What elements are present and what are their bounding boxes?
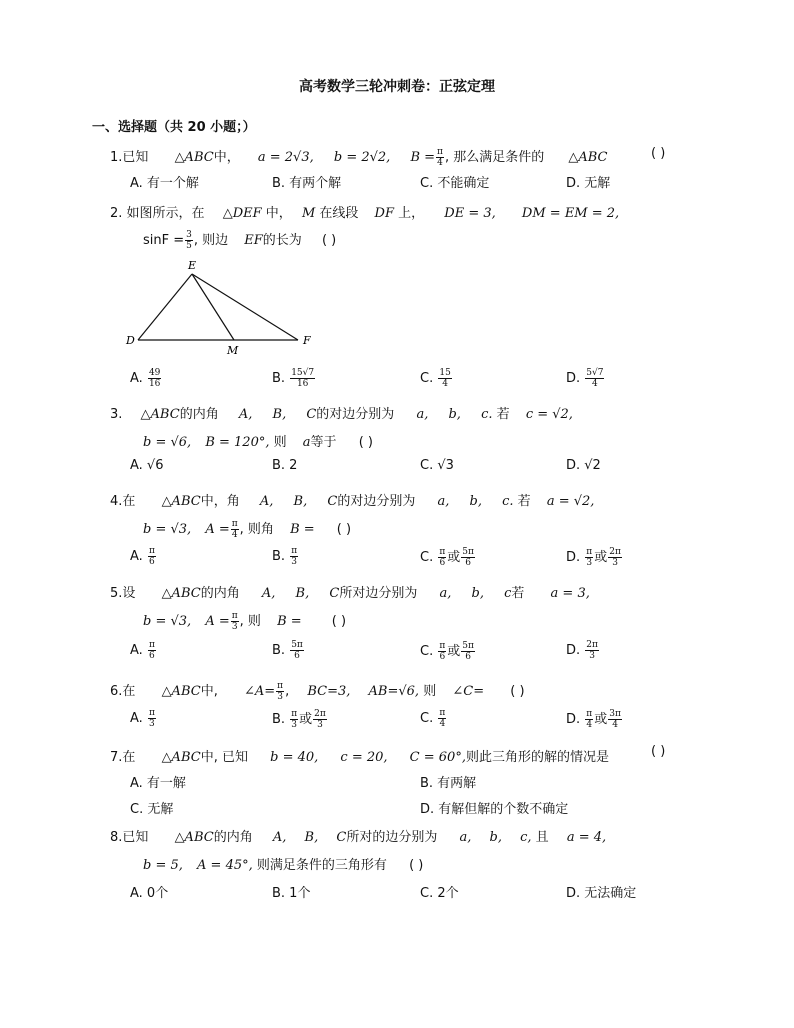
q2-option-b[interactable]: B. $\frac{15√7}{16}$ <box>272 368 315 389</box>
question-6: 6.在 △ABC中, ∠A= $\frac{\pi}{3}$ , BC=3, AB=√6, 则 ∠C= ( ) <box>110 681 525 702</box>
label-E: E <box>188 259 197 272</box>
q7-answer-paren[interactable]: ( ) <box>651 744 666 759</box>
q4-option-c[interactable]: C. $\frac{\pi}{6}$ 或 $\frac{5\pi}{6}$ <box>420 547 474 568</box>
q5-number: 5. <box>110 586 123 601</box>
q2-answer-paren[interactable]: ( ) <box>321 233 337 248</box>
q4-number: 4. <box>110 494 123 509</box>
question-8-cont: b = 5, A = 45°, 则满足条件的三角形有 ( ) <box>143 858 424 873</box>
section-heading: 一、选择题（共 20 小题；） <box>92 120 256 135</box>
q8-option-a[interactable]: A. 0个 <box>130 886 169 901</box>
q6-number: 6. <box>110 684 123 699</box>
q5-option-d[interactable]: D. $\frac{2\pi}{3}$ <box>566 640 598 661</box>
q3-number: 3. <box>110 407 123 422</box>
q1-option-c[interactable]: C. 不能确定 <box>420 176 490 191</box>
page-title: 高考数学三轮冲刺卷：正弦定理 <box>299 79 495 95</box>
q7-option-d[interactable]: D. 有解但解的个数不确定 <box>420 802 569 817</box>
question-2-cont: sinF = $\frac{3}{5}$ , 则边 EF的长为 ( ) <box>143 230 337 251</box>
label-M: M <box>227 344 239 357</box>
q7-number: 7. <box>110 750 123 765</box>
q7-option-c[interactable]: C. 无解 <box>130 802 174 817</box>
question-3: 3. △ABC的内角 A, B, C的对边分别为 a, b, c. 若 c = √2, <box>110 407 573 422</box>
q1-answer-paren[interactable]: ( ) <box>651 146 666 161</box>
q3-option-b[interactable]: B. 2 <box>272 458 298 473</box>
q1-option-d[interactable]: D. 无解 <box>566 176 611 191</box>
question-5: 5.设 △ABC的内角 A, B, C所对边分别为 a, b, c若 a = 3, <box>110 586 590 601</box>
q5-option-b[interactable]: B. $\frac{5\pi}{6}$ <box>272 640 303 661</box>
triangle-def-figure <box>120 258 320 360</box>
q4-option-a[interactable]: A. $\frac{\pi}{6}$ <box>130 546 155 567</box>
q2-option-c[interactable]: C. $\frac{15}{4}$ <box>420 368 451 389</box>
question-2: 2. 如图所示，在 △DEF 中， M 在线段 DF 上， DE = 3, DM = EM = 2, <box>110 206 620 221</box>
q8-option-d[interactable]: D. 无法确定 <box>566 886 637 901</box>
question-3-cont: b = √6, B = 120°, 则 a等于 ( ) <box>143 435 373 450</box>
q3-answer-paren[interactable]: ( ) <box>358 435 373 450</box>
question-5-cont: b = √3, A = $\frac{\pi}{3}$ , 则 B = ( ) <box>143 611 347 632</box>
q4-option-d[interactable]: D. $\frac{\pi}{3}$ 或 $\frac{2\pi}{3}$ <box>566 547 621 568</box>
q2-option-d[interactable]: D. $\frac{5√7}{4}$ <box>566 368 604 389</box>
q1-number: 1. <box>110 150 123 165</box>
q8-number: 8. <box>110 830 123 845</box>
q6-option-b[interactable]: B. $\frac{\pi}{3}$ 或 $\frac{2\pi}{3}$ <box>272 709 326 730</box>
q7-option-b[interactable]: B. 有两解 <box>420 776 477 791</box>
question-4-cont: b = √3, A = $\frac{\pi}{4}$ , 则角 B = ( ) <box>143 519 352 540</box>
q3-option-d[interactable]: D. √2 <box>566 458 601 473</box>
q4-answer-paren[interactable]: ( ) <box>336 522 352 537</box>
q8-answer-paren[interactable]: ( ) <box>409 858 424 873</box>
q3-option-c[interactable]: C. √3 <box>420 458 454 473</box>
q2-number: 2. <box>110 206 123 221</box>
q6-option-a[interactable]: A. $\frac{\pi}{3}$ <box>130 708 155 729</box>
q8-option-b[interactable]: B. 1个 <box>272 886 311 901</box>
q4-option-b[interactable]: B. $\frac{\pi}{3}$ <box>272 546 298 567</box>
q6-answer-paren[interactable]: ( ) <box>510 684 525 699</box>
q5-answer-paren[interactable]: ( ) <box>331 614 347 629</box>
question-4: 4.在 △ABC中，角 A, B, C的对边分别为 a, b, c. 若 a = √2, <box>110 494 595 509</box>
q6-option-d[interactable]: D. $\frac{\pi}{4}$ 或 $\frac{3\pi}{4}$ <box>566 709 621 730</box>
q5-option-c[interactable]: C. $\frac{\pi}{6}$ 或 $\frac{5\pi}{6}$ <box>420 641 474 662</box>
q5-option-a[interactable]: A. $\frac{\pi}{6}$ <box>130 640 155 661</box>
q3-option-a[interactable]: A. √6 <box>130 458 164 473</box>
question-8: 8.已知 △ABC的内角 A, B, C所对的边分别为 a, b, c, 且 a = 4, <box>110 830 607 845</box>
question-7: 7.在 △ABC中, 已知 b = 40, c = 20, C = 60°,则此三角形的解的情况是 <box>110 750 609 765</box>
label-D: D <box>126 334 135 347</box>
question-1: 1.已知 △ABC中， a = 2√3, b = 2√2, B = $\frac{\pi}{4}$ , 那么满足条件的 △ABC <box>110 147 608 168</box>
q1-option-b[interactable]: B. 有两个解 <box>272 176 342 191</box>
label-F: F <box>303 334 311 347</box>
q8-option-c[interactable]: C. 2个 <box>420 886 459 901</box>
q6-option-c[interactable]: C. $\frac{\pi}{4}$ <box>420 708 446 729</box>
q7-option-a[interactable]: A. 有一解 <box>130 776 186 791</box>
q2-option-a[interactable]: A. $\frac{49}{16}$ <box>130 368 161 389</box>
q1-option-a[interactable]: A. 有一个解 <box>130 176 199 191</box>
